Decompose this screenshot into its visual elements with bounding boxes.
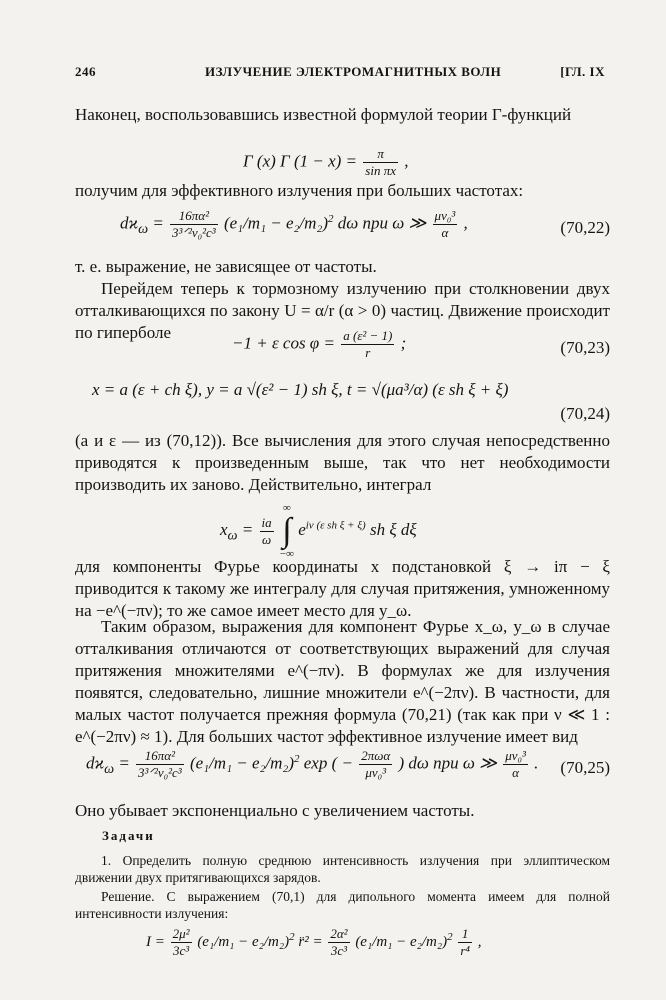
f3-left: −1 + ε cos φ = bbox=[232, 333, 340, 353]
problem-1: 1. Определить полную среднюю интенсивность излучения при эллиптическом движении двух притягивающихся зарядов. bbox=[75, 853, 610, 885]
solution-1: Решение. С выражением (70,1) для дипольного момента имеем для полной интенсивности излучения: bbox=[75, 889, 610, 921]
f5-fraction bbox=[260, 515, 274, 548]
f3-end: ; bbox=[400, 333, 407, 353]
f6-tail: ) dω при ω ≫ bbox=[398, 753, 502, 773]
f2-coef bbox=[170, 208, 218, 241]
f5-tail: sh ξ dξ bbox=[365, 519, 417, 539]
f2-paren: (e₁/m₁ − e₂/m₂) bbox=[223, 213, 328, 233]
formula-intensity bbox=[146, 926, 481, 959]
f7-a-den: 3c³ bbox=[173, 943, 190, 958]
f7-paren1: (e₁/m₁ − e₂/m₂) bbox=[197, 933, 290, 950]
formula-gamma-fraction bbox=[363, 146, 398, 179]
f6-cond bbox=[503, 748, 528, 781]
eqno-70-25: (70,25) bbox=[560, 758, 610, 777]
paragraph-6: для компоненты Фурье координаты x подстановкой ξ → iπ − ξ приводится к такому же интегралу для случая притяжения, умноженному на −e^(−πν); то же самое имеет место для y_ω. bbox=[75, 557, 610, 620]
f2-sub: ω bbox=[138, 220, 149, 237]
f7-a bbox=[171, 926, 192, 959]
f5-left: x bbox=[220, 519, 228, 539]
f5-exp: iν (ε sh ξ + ξ) bbox=[305, 519, 366, 532]
f5-num: ia bbox=[261, 514, 272, 530]
formula-gamma bbox=[243, 146, 409, 179]
f3-num: a (ε² − 1) bbox=[343, 328, 393, 343]
f2-cond bbox=[433, 208, 458, 241]
f7-mid: r̈² = bbox=[298, 933, 327, 950]
f6-arg-num: 2πωα bbox=[361, 748, 391, 763]
f2-exp: 2 bbox=[327, 212, 334, 225]
f5-body: e bbox=[298, 519, 306, 539]
integral-upper: ∞ bbox=[283, 502, 291, 514]
chapter-label: [ГЛ. IX bbox=[560, 64, 605, 79]
f7-exp1: 2 bbox=[289, 930, 295, 943]
f7-c bbox=[458, 926, 472, 959]
running-title: ИЗЛУЧЕНИЕ ЭЛЕКТРОМАГНИТНЫХ ВОЛН bbox=[205, 64, 502, 79]
formula-gamma-tail: , bbox=[404, 151, 409, 171]
formula-gamma-den: sin πx bbox=[365, 163, 396, 178]
page-number: 246 bbox=[75, 64, 96, 79]
f2-cond-den: α bbox=[441, 225, 449, 240]
formula-gamma-num: π bbox=[363, 146, 398, 163]
f2-eq: = bbox=[148, 213, 169, 233]
f6-left: dϰ bbox=[86, 753, 105, 773]
f7-exp2: 2 bbox=[447, 930, 453, 943]
f6-sub: ω bbox=[104, 760, 115, 777]
f7-c-num: 1 bbox=[458, 926, 472, 943]
eqno-70-23: (70,23) bbox=[560, 338, 610, 357]
f2-end: , bbox=[463, 213, 468, 233]
f6-mid: exp ( − bbox=[303, 753, 358, 773]
f6-cond-num: μv₀³ bbox=[505, 748, 526, 763]
integral-symbol: ∫ bbox=[282, 512, 292, 549]
integral-sign bbox=[280, 502, 294, 560]
formula-70-24: x = a (ε + ch ξ), y = a √(ε² − 1) sh ξ, t = √(μa³/α) (ε sh ξ + ξ) bbox=[92, 380, 509, 399]
f6-arg bbox=[359, 748, 392, 781]
f6-arg-den: μv₀³ bbox=[365, 765, 387, 780]
formula-gamma-left: Γ (x) Γ (1 − x) = bbox=[243, 151, 362, 171]
f6-end: . bbox=[534, 753, 539, 773]
page-header bbox=[75, 64, 605, 86]
f6-cond-den: α bbox=[512, 765, 519, 780]
f7-b-den: 3c³ bbox=[330, 943, 348, 958]
f7-paren2: (e₁/m₁ − e₂/m₂) bbox=[355, 933, 448, 950]
f7-b-num: 2α² bbox=[330, 926, 348, 941]
f2-cond-num: μv₀³ bbox=[434, 208, 456, 223]
integral-lower: −∞ bbox=[279, 548, 294, 560]
f2-tail: dω при ω ≫ bbox=[337, 213, 431, 233]
formula-integral bbox=[220, 502, 417, 560]
paragraph-8: Оно убывает экспоненциально с увеличением частоты. bbox=[75, 801, 475, 820]
f2-left: dϰ bbox=[120, 213, 139, 233]
section-problems: Задачи bbox=[102, 828, 155, 843]
paragraph-7: Таким образом, выражения для компонент Фурье x_ω, y_ω в случае отталкивания отличаются от соответствующих выражений для случая притяжения множителями e^(−πν). В формулах же для излучения появятся, следовательно, лишние множители e^(−2πν). В частности, для малых частот получается прежняя формула (70,21) (так как при ν ≪ 1 : e^(−2πν) ≈ 1). Для больших частот эффективное излучение имеет вид bbox=[75, 617, 610, 746]
f6-paren: (e₁/m₁ − e₂/m₂) bbox=[189, 753, 294, 773]
f7-end: , bbox=[477, 933, 482, 950]
f6-eq: = bbox=[114, 753, 135, 773]
formula-70-25 bbox=[86, 748, 538, 781]
f5-eq: = bbox=[237, 519, 258, 539]
f7-left: I = bbox=[146, 933, 169, 950]
f5-sub: ω bbox=[227, 527, 238, 544]
f2-coef-den: 3³ᐟ²v₀²c³ bbox=[172, 225, 216, 240]
f7-b bbox=[328, 926, 349, 959]
f7-c-den: r⁴ bbox=[460, 943, 470, 958]
f3-fraction bbox=[341, 328, 394, 361]
formula-70-22 bbox=[120, 208, 468, 241]
eqno-70-24: (70,24) bbox=[560, 404, 610, 423]
paragraph-1: Наконец, воспользовавшись известной формулой теории Г-функций bbox=[75, 105, 572, 124]
paragraph-3: т. е. выражение, не зависящее от частоты. bbox=[75, 257, 377, 276]
f5-den: ω bbox=[262, 531, 272, 547]
formula-70-23 bbox=[232, 328, 406, 361]
f7-a-num: 2μ² bbox=[172, 926, 190, 941]
f6-coef bbox=[136, 748, 184, 781]
f2-coef-num: 16πα² bbox=[170, 208, 218, 225]
paragraph-5: (a и ε — из (70,12)). Все вычисления для этого случая непосредственно приводятся к произведенным выше, так что нет необходимости производить их заново. Действительно, интеграл bbox=[75, 431, 610, 494]
eqno-70-22: (70,22) bbox=[560, 218, 610, 237]
paragraph-4: Перейдем теперь к тормозному излучению при столкновении двух отталкивающихся по закону U = α/r (α > 0) частиц. Движение происходит по гиперболе bbox=[75, 279, 610, 342]
paragraph-2: получим для эффективного излучения при больших частотах: bbox=[75, 181, 524, 200]
f6-coef-den: 3³ᐟ²v₀²c³ bbox=[138, 765, 182, 780]
f6-exp: 2 bbox=[293, 752, 300, 765]
f3-den: r bbox=[365, 345, 371, 360]
f6-coef-num: 16πα² bbox=[136, 748, 184, 765]
